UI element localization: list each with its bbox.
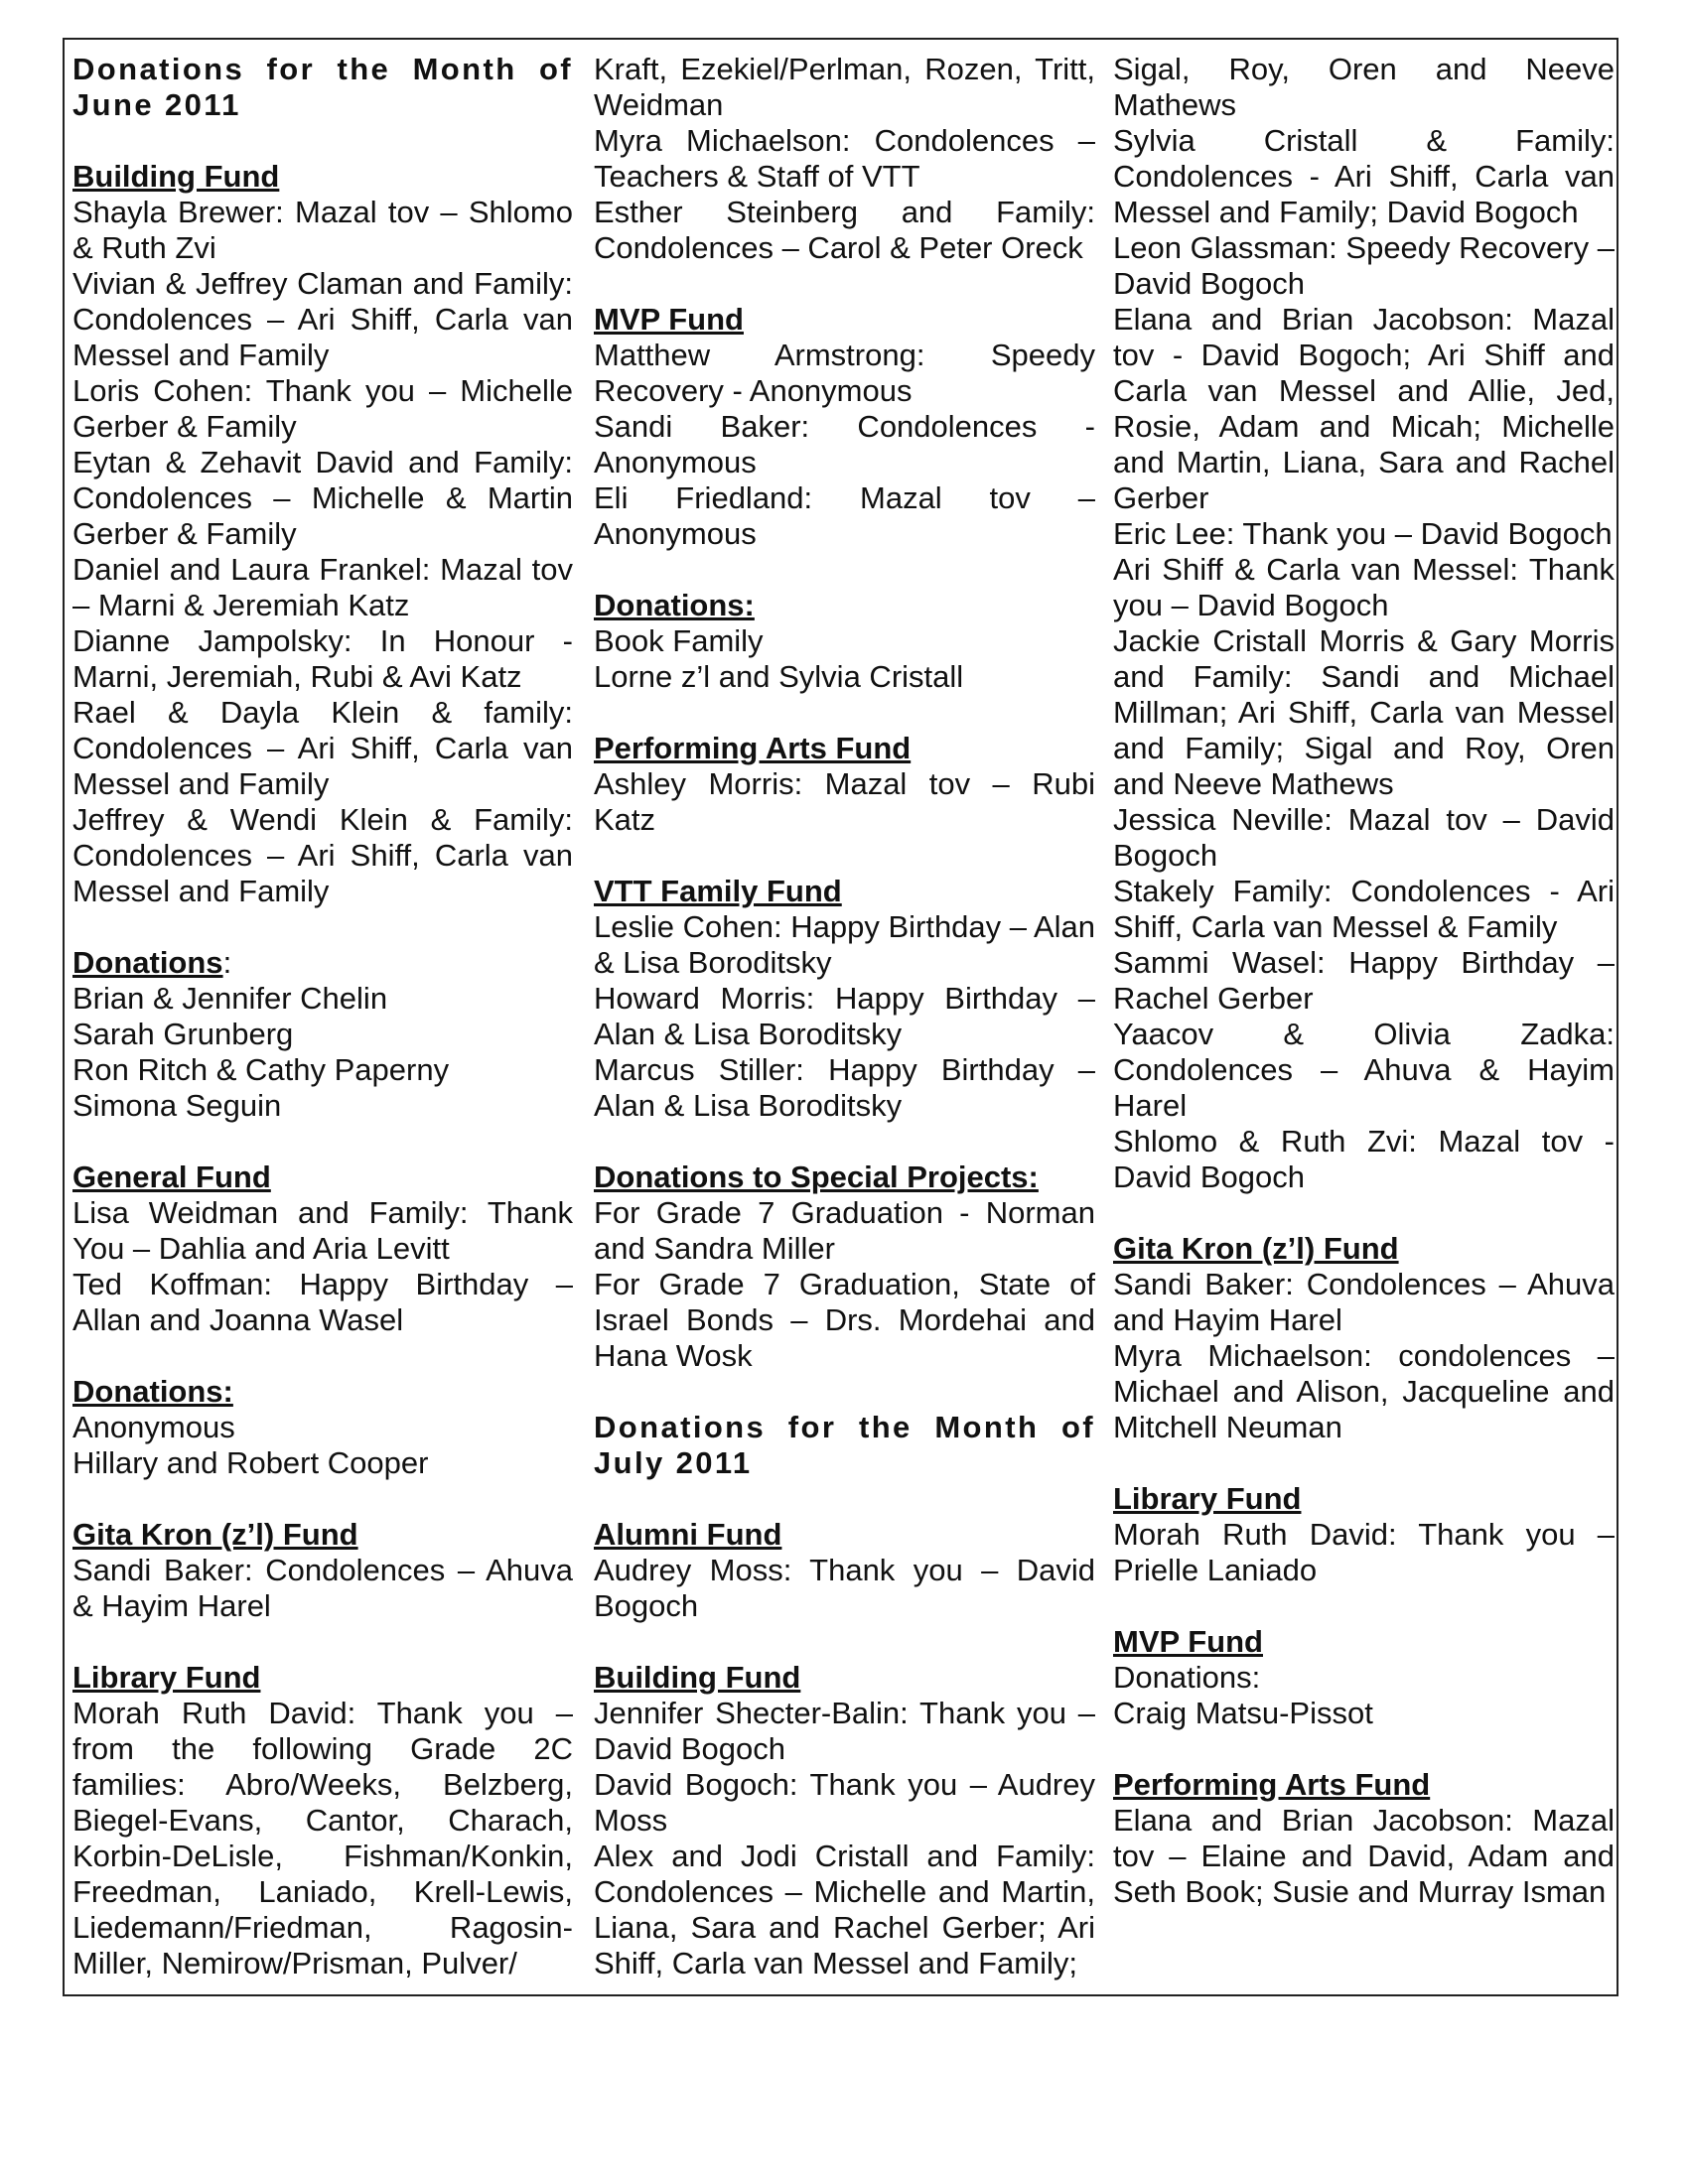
column-1 (72, 52, 573, 1981)
donation-entry: Ashley Morris: Mazal tov – Rubi Katz (594, 766, 1095, 837)
section-spacer (594, 1374, 1095, 1410)
donation-entry: Morah Ruth David: Thank you – from the following Grade 2C families: Abro/Weeks, Belzberg, Biegel-Evans, Cantor, Charach, Korbin-DeLisle, Fishman/Konkin, Freedman, Laniado, Krell-Lewis, Liedemann/Friedman, Ragosin-Miller, Nemirow/Prisman, Pulver/ (72, 1696, 573, 1980)
fund-heading: General Fund (72, 1160, 271, 1194)
heading-suffix: : (222, 945, 232, 980)
donation-entry: Leslie Cohen: Happy Birthday – Alan & Lisa Boroditsky (594, 909, 1095, 980)
donation-entry: Dianne Jampolsky: In Honour - Marni, Jeremiah, Rubi & Avi Katz (72, 623, 573, 694)
donation-entry: Shlomo & Ruth Zvi: Mazal tov - David Bogoch (1113, 1124, 1615, 1194)
donation-entry: Audrey Moss: Thank you – David Bogoch (594, 1553, 1095, 1623)
fund-heading: Library Fund (1113, 1481, 1302, 1516)
column-2 (594, 52, 1095, 1981)
donation-entry: Ari Shiff & Carla van Messel: Thank you – David Bogoch (1113, 552, 1615, 622)
fund-heading: Gita Kron (z’l) Fund (1113, 1231, 1399, 1266)
donation-entry: Jennifer Shecter-Balin: Thank you – David Bogoch (594, 1696, 1095, 1766)
donation-entry: Eytan & Zehavit David and Family: Condolences – Michelle & Martin Gerber & Family (72, 445, 573, 551)
column-3 (1113, 52, 1615, 1910)
donation-entry: Brian & Jennifer Chelin (72, 981, 388, 1016)
fund-heading: Building Fund (72, 159, 280, 194)
section-spacer (72, 1624, 573, 1660)
fund-heading: Performing Arts Fund (1113, 1767, 1431, 1802)
donation-entry: For Grade 7 Graduation - Norman and Sandra Miller (594, 1195, 1095, 1266)
donation-entry: Sandi Baker: Condolences – Ahuva and Hayim Harel (1113, 1267, 1615, 1337)
donation-entry: Sylvia Cristall & Family: Condolences - Ari Shiff, Carla van Messel and Family; David Bogoch (1113, 123, 1615, 229)
section-spacer (72, 123, 573, 159)
section-spacer (72, 909, 573, 945)
donation-entry: Book Family (594, 623, 764, 658)
donation-entry: Lisa Weidman and Family: Thank You – Dahlia and Aria Levitt (72, 1195, 573, 1266)
section-spacer (1113, 1588, 1615, 1624)
donation-entry: Loris Cohen: Thank you – Michelle Gerber & Family (72, 373, 573, 444)
donation-entry: Esther Steinberg and Family: Condolences – Carol & Peter Oreck (594, 195, 1095, 265)
donation-entry: Myra Michaelson: condolences – Michael and Alison, Jacqueline and Mitchell Neuman (1113, 1338, 1615, 1444)
section-spacer (594, 266, 1095, 302)
fund-heading: VTT Family Fund (594, 874, 842, 908)
donation-entry: Rael & Dayla Klein & family: Condolences – Ari Shiff, Carla van Messel and Family (72, 695, 573, 801)
donation-entry: Myra Michaelson: Condolences – Teachers & Staff of VTT (594, 123, 1095, 194)
donation-entry: Eric Lee: Thank you – David Bogoch (1113, 516, 1613, 551)
section-spacer (1113, 1731, 1615, 1767)
donation-entry: Donations: (1113, 1660, 1261, 1695)
donation-entry: Elana and Brian Jacobson: Mazal tov - David Bogoch; Ari Shiff and Carla van Messel and Allie, Jed, Rosie, Adam and Micah; Michelle and Martin, Liana, Sara and Rachel Gerber (1113, 302, 1615, 515)
section-spacer (72, 1124, 573, 1160)
donation-entry: Alex and Jodi Cristall and Family: Condolences – Michelle and Martin, Liana, Sara and Rachel Gerber; Ari Shiff, Carla van Messel and Family; (594, 1839, 1095, 1980)
donation-entry: Hillary and Robert Cooper (72, 1445, 429, 1480)
donation-entry: For Grade 7 Graduation, State of Israel Bonds – Drs. Mordehai and Hana Wosk (594, 1267, 1095, 1373)
donation-entry: Lorne z’l and Sylvia Cristall (594, 659, 964, 694)
section-spacer (594, 695, 1095, 731)
section-spacer (1113, 1445, 1615, 1481)
donation-entry: Leon Glassman: Speedy Recovery – David Bogoch (1113, 230, 1615, 301)
donation-entry: Sandi Baker: Condolences - Anonymous (594, 409, 1095, 479)
month-title: Donations for the Month of June 2011 (72, 52, 573, 122)
fund-heading: Gita Kron (z’l) Fund (72, 1517, 358, 1552)
section-spacer (594, 1124, 1095, 1160)
fund-heading: MVP Fund (1113, 1624, 1263, 1659)
donation-entry: Jackie Cristall Morris & Gary Morris and Family: Sandi and Michael Millman; Ari Shiff, Carla van Messel and Family; Sigal and Roy, Oren and Neeve Mathews (1113, 623, 1615, 801)
donation-entry: Sandi Baker: Condolences – Ahuva & Hayim Harel (72, 1553, 573, 1623)
fund-heading: Donations: (594, 588, 755, 622)
donation-entry: Howard Morris: Happy Birthday – Alan & Lisa Boroditsky (594, 981, 1095, 1051)
section-spacer (594, 838, 1095, 874)
donation-entry: Jeffrey & Wendi Klein & Family: Condolences – Ari Shiff, Carla van Messel and Family (72, 802, 573, 908)
section-spacer (72, 1338, 573, 1374)
donation-entry: Kraft, Ezekiel/Perlman, Rozen, Tritt, Weidman (594, 52, 1095, 122)
fund-heading: Library Fund (72, 1660, 261, 1695)
donation-entry: Sarah Grunberg (72, 1017, 294, 1051)
fund-heading: Donations (72, 945, 223, 980)
donation-entry: Stakely Family: Condolences - Ari Shiff, Carla van Messel & Family (1113, 874, 1615, 944)
section-spacer (1113, 1195, 1615, 1231)
donation-entry: Vivian & Jeffrey Claman and Family: Condolences – Ari Shiff, Carla van Messel and Family (72, 266, 573, 372)
fund-heading: MVP Fund (594, 302, 744, 337)
donation-entry: Elana and Brian Jacobson: Mazal tov – Elaine and David, Adam and Seth Book; Susie and Murray Isman (1113, 1803, 1615, 1909)
fund-heading: Performing Arts Fund (594, 731, 912, 765)
donation-entry: Craig Matsu-Pissot (1113, 1696, 1373, 1730)
donation-entry: Ron Ritch & Cathy Paperny (72, 1052, 450, 1087)
donation-entry: Simona Seguin (72, 1088, 282, 1123)
fund-heading: Building Fund (594, 1660, 801, 1695)
donation-entry: Eli Friedland: Mazal tov – Anonymous (594, 480, 1095, 551)
fund-heading-wrap (72, 945, 573, 981)
fund-heading: Alumni Fund (594, 1517, 782, 1552)
donation-entry: Daniel and Laura Frankel: Mazal tov – Marni & Jeremiah Katz (72, 552, 573, 622)
donation-entry: Matthew Armstrong: Speedy Recovery - Anonymous (594, 338, 1095, 408)
section-spacer (594, 1481, 1095, 1517)
fund-heading: Donations: (72, 1374, 233, 1409)
donation-entry: Morah Ruth David: Thank you – Prielle Laniado (1113, 1517, 1615, 1587)
section-spacer (594, 552, 1095, 588)
fund-heading: Donations to Special Projects: (594, 1160, 1039, 1194)
donation-entry: Yaacov & Olivia Zadka: Condolences – Ahuva & Hayim Harel (1113, 1017, 1615, 1123)
section-spacer (72, 1481, 573, 1517)
donation-entry: Jessica Neville: Mazal tov – David Bogoch (1113, 802, 1615, 873)
donation-entry: Shayla Brewer: Mazal tov – Shlomo & Ruth Zvi (72, 195, 573, 265)
section-spacer (594, 1624, 1095, 1660)
donation-entry: Sigal, Roy, Oren and Neeve Mathews (1113, 52, 1615, 122)
donation-entry: David Bogoch: Thank you – Audrey Moss (594, 1767, 1095, 1838)
donation-entry: Sammi Wasel: Happy Birthday – Rachel Gerber (1113, 945, 1615, 1016)
donation-entry: Marcus Stiller: Happy Birthday – Alan & Lisa Boroditsky (594, 1052, 1095, 1123)
donation-entry: Anonymous (72, 1410, 235, 1444)
donation-entry: Ted Koffman: Happy Birthday – Allan and Joanna Wasel (72, 1267, 573, 1337)
month-title: Donations for the Month of July 2011 (594, 1410, 1095, 1480)
donations-page-frame (63, 38, 1618, 1996)
